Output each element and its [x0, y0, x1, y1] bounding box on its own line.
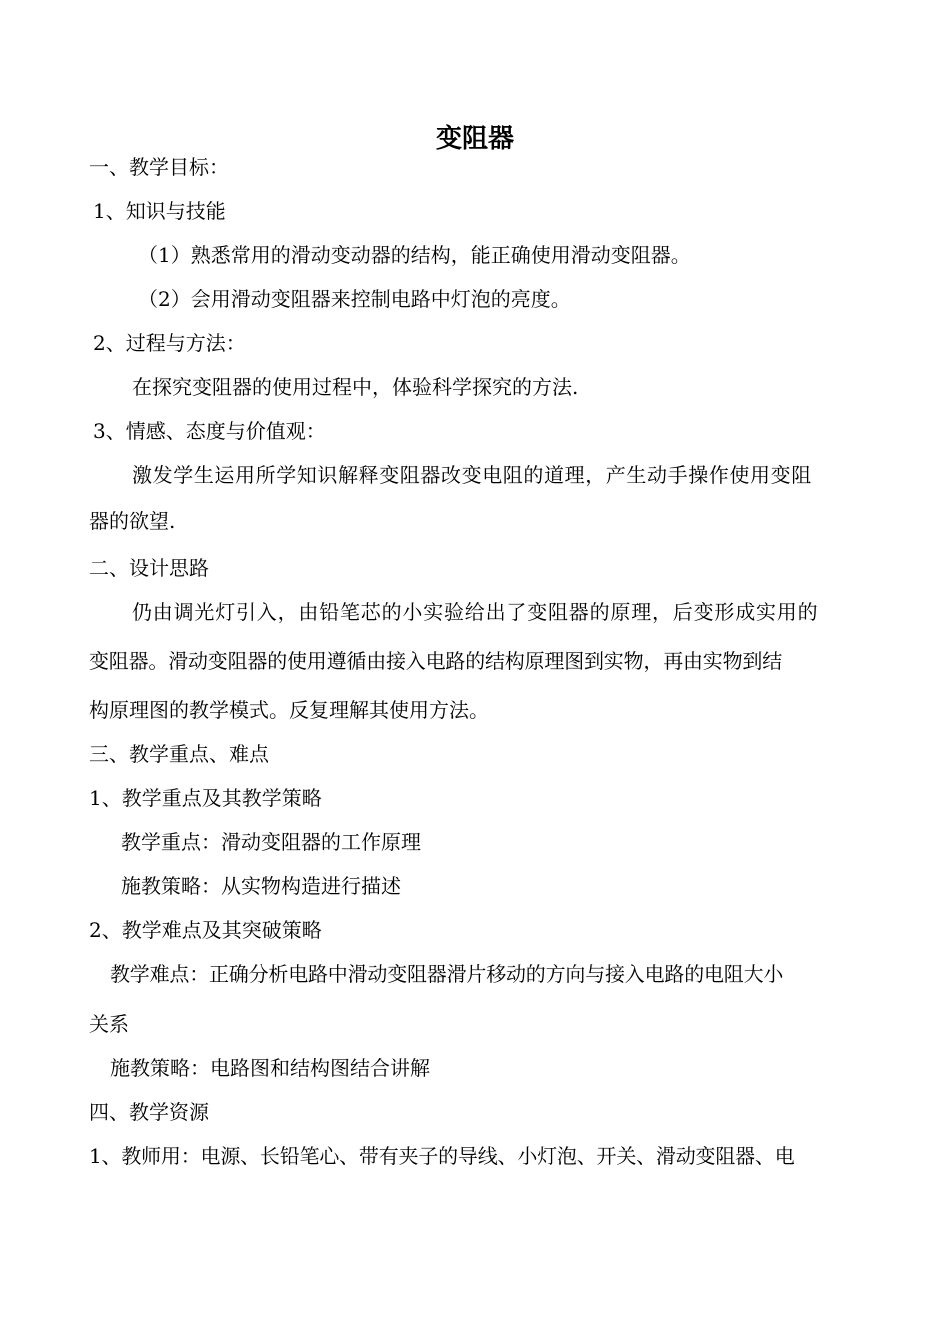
objective-item-1: （1）熟悉常用的滑动变动器的结构，能正确使用滑动变阻器。 — [138, 243, 691, 267]
subheading-knowledge-skills: 1、知识与技能 — [93, 199, 226, 223]
document-title: 变阻器 — [435, 124, 514, 154]
section-heading-objectives: 一、教学目标： — [89, 155, 229, 179]
key-point-text: 教学重点：滑动变阻器的工作原理 — [121, 830, 421, 854]
objective-item-2: （2）会用滑动变阻器来控制电路中灯泡的亮度。 — [138, 287, 571, 311]
subheading-process-method: 2、过程与方法： — [93, 331, 246, 355]
subheading-emotion-values: 3、情感、态度与价值观： — [93, 419, 326, 443]
paragraph-design-line-1: 仍由调光灯引入，由铅笔芯的小实验给出了变阻器的原理，后变形成实用的 — [132, 600, 819, 624]
subheading-key-strategy: 1、教学重点及其教学策略 — [89, 786, 322, 810]
difficulty-strategy-text: 施教策略：电路图和结构图结合讲解 — [110, 1056, 430, 1080]
subheading-difficulty-strategy: 2、教学难点及其突破策略 — [89, 918, 322, 942]
difficulty-text-line-2: 关系 — [89, 1012, 129, 1036]
paragraph-process: 在探究变阻器的使用过程中，体验科学探究的方法. — [132, 375, 579, 399]
paragraph-emotion-line-2: 器的欲望. — [89, 509, 176, 533]
section-heading-resources: 四、教学资源 — [89, 1100, 209, 1124]
section-heading-design: 二、设计思路 — [89, 556, 209, 580]
paragraph-design-line-3: 构原理图的教学模式。反复理解其使用方法。 — [89, 698, 489, 722]
resources-teacher-line: 1、教师用：电源、长铅笔心、带有夹子的导线、小灯泡、开关、滑动变阻器、电 — [89, 1144, 795, 1168]
paragraph-design-line-2: 变阻器。滑动变阻器的使用遵循由接入电路的结构原理图到实物，再由实物到结 — [89, 649, 782, 673]
paragraph-emotion-line-1: 激发学生运用所学知识解释变阻器改变电阻的道理，产生动手操作使用变阻 — [132, 463, 812, 487]
difficulty-text-line-1: 教学难点：正确分析电路中滑动变阻器滑片移动的方向与接入电路的电阻大小 — [110, 962, 784, 986]
section-heading-key-points: 三、教学重点、难点 — [89, 742, 269, 766]
key-strategy-text: 施教策略：从实物构造进行描述 — [121, 874, 401, 898]
